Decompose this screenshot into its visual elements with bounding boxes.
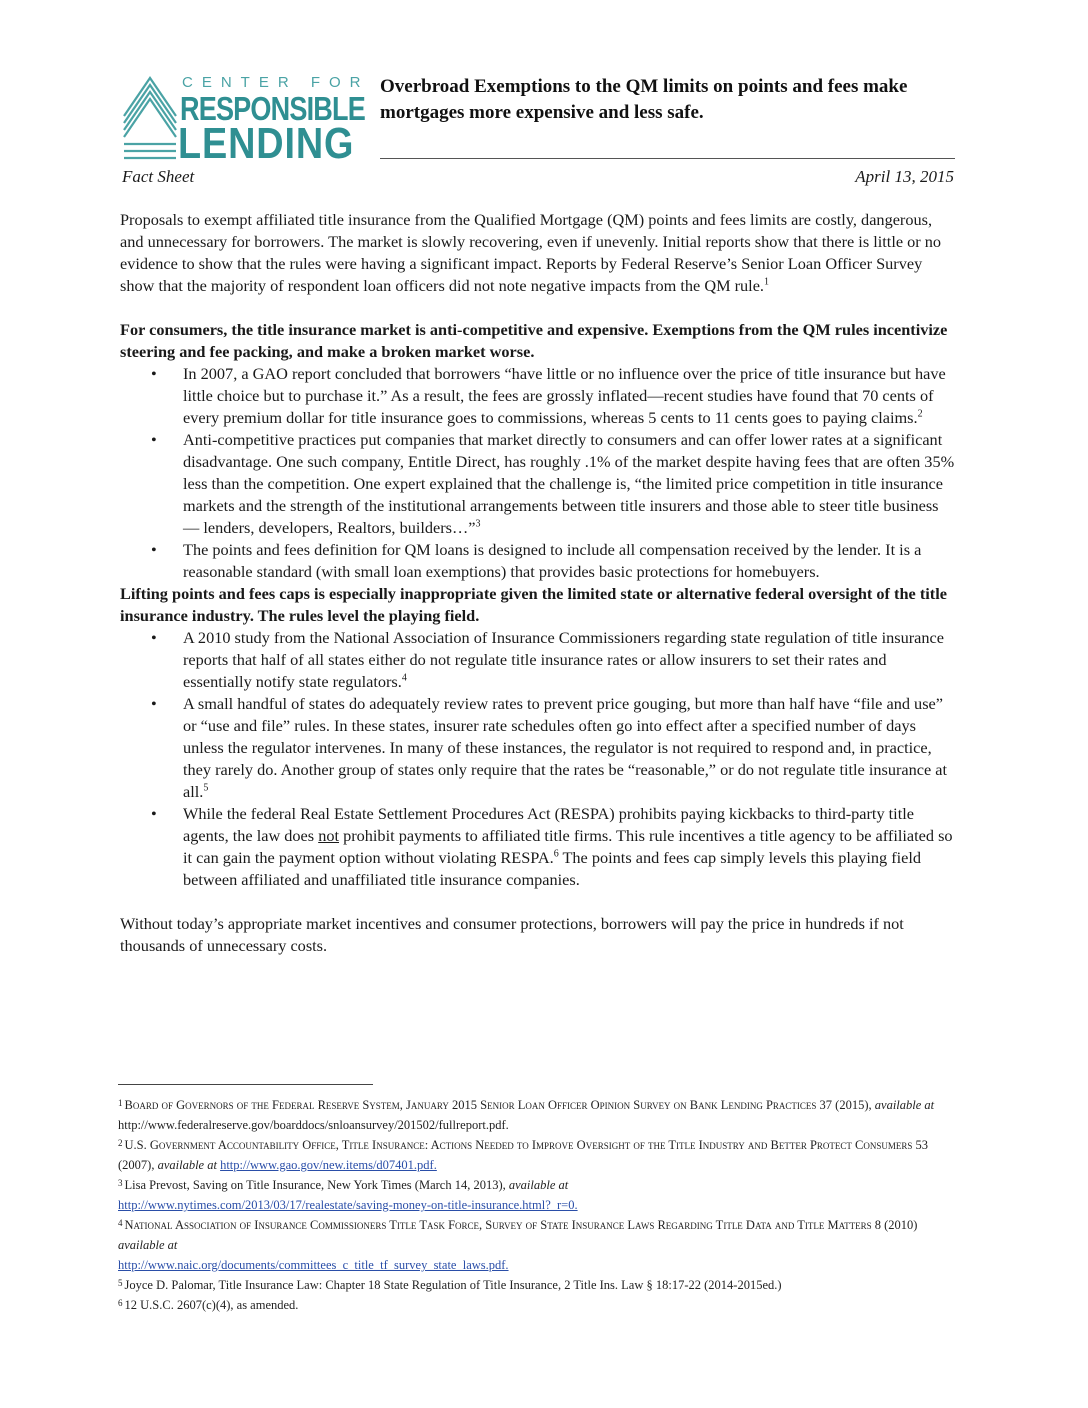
bullet-icon: • — [151, 540, 157, 559]
footnote-ref: 5 — [203, 782, 209, 794]
list-item: • A 2010 study from the National Association of Insurance Commissioners regarding state regulation of title insurance reports that half of all states either do not regulate title insurance rates or allow insurers to set their rates and essentially notify state regulators.$^4$ — [151, 628, 944, 691]
footnote-4: $^4$ National Association of Insurance Commissioners Title Task Force, Survey of State Insurance Laws Regarding Title Data and Title Matters 8 (2010) available at http://www.naic.org/documents/committees_c_title_tf_survey_state_laws.pdf. — [118, 1218, 918, 1272]
document-body — [120, 209, 955, 957]
doc-type-label: Fact Sheet — [122, 167, 195, 186]
list-item: • Anti-competitive practices put companies that market directly to consumers and can offer lower rates at a significant disadvantage. One such company, Entitle Direct, has roughly .1% of the market despite having fees that are often 35% less than the competition. One expert explained that the challenge is, “the limited price competition in title insurance markets and the strength of the institutional arrangements between title insurers and those able to steer title business — lenders, developers, Realtors, builders…”$^3$ — [151, 430, 955, 537]
footnote-link[interactable]: http://www.federalreserve.gov/boarddocs/snloansurvey/201502/fullreport.pdf. — [118, 1118, 509, 1132]
footnote-3: $^3$ Lisa Prevost, Saving on Title Insurance, New York Times (March 14, 2013), available at http://www.nytimes.com/2013/03/17/realestate/saving-money-on-title-insurance.html?_r=0. — [118, 1178, 578, 1212]
section-2-list — [120, 627, 955, 891]
header-rule — [380, 158, 955, 159]
section-1-heading: For consumers, the title insurance market is anti-competitive and expensive. Exemptions from the QM rules incentivize steering and fee packing, and make a broken market worse. — [120, 320, 948, 361]
list-item: • While the federal Real Estate Settlement Procedures Act (RESPA) prohibits paying kickbacks to third-party title agents, the law does not prohibit payments to affiliated title firms. This rule incentives a title agency to be affiliated so it can gain the payment option without violating RESPA.$^6$ The points and fees cap simply levels this playing field between affiliated and unaffiliated title insurance companies. — [151, 804, 953, 889]
emphasis: not — [318, 826, 339, 845]
footnote-1: $^1$ Board of Governors of the Federal Reserve System, January 2015 Senior Loan Officer Opinion Survey on Bank Lending Practices 37 (2015), available at http://www.federalreserve.gov/boarddocs/snloansurvey/201502/fullreport.pdf. — [118, 1098, 935, 1132]
list-item: • The points and fees definition for QM loans is designed to include all compensation received by the lender. It is a reasonable standard (with small loan exemptions) that provides basic protections for homebuyers. — [151, 540, 922, 581]
bullet-icon: • — [151, 804, 157, 823]
document-date: April 13, 2015 — [855, 167, 954, 186]
footnote-link[interactable]: http://www.gao.gov/new.items/d07401.pdf. — [220, 1158, 437, 1172]
building-icon — [120, 70, 180, 165]
footnotes — [118, 1095, 948, 1315]
bullet-icon: • — [151, 628, 157, 647]
footnote-link[interactable]: http://www.nytimes.com/2013/03/17/realestate/saving-money-on-title-insurance.html?_r=0. — [118, 1198, 578, 1212]
closing-paragraph: Without today’s appropriate market incentives and consumer protections, borrowers will pay the price in hundreds if not thousands of unnecessary costs. — [120, 914, 904, 955]
list-item: • In 2007, a GAO report concluded that borrowers “have little or no influence over the price of title insurance but have little choice but to purchase it.” As a result, the fees are grossly inflated—recent studies have found that 70 cents of every premium dollar for title insurance goes to commissions, whereas 5 cents to 11 cents goes to paying claims.$^2$ — [151, 364, 946, 427]
footnote-2: $^2$ U.S. Government Accountability Office, Title Insurance: Actions Needed to Improve Oversight of the Title Industry and Better Protect Consumers 53 (2007), available at http://www.gao.gov/new.items/d07401.pdf. — [118, 1138, 929, 1172]
footnote-ref: 3 — [475, 518, 481, 530]
section-2-heading: Lifting points and fees caps is especially inappropriate given the limited state or alternative federal oversight of the title insurance industry. The rules level the playing field. — [120, 584, 947, 625]
footnote-ref: 6 — [553, 848, 559, 860]
title-line-2: mortgages more expensive and less safe. — [380, 102, 704, 123]
crl-logo — [120, 70, 370, 170]
footnote-6: $^6$ 12 U.S.C. 2607(c)(4), as amended. — [118, 1298, 299, 1312]
intro-paragraph: Proposals to exempt affiliated title insurance from the Qualified Mortgage (QM) points and fees limits are costly, dangerous, and unnecessary for borrowers. The market is slowly recovering, even if unevenly. Initial reports show that there is little or no evidence to show that the rules were having a significant impact. Reports by Federal Reserve’s Senior Loan Officer Survey show that the majority of respondent loan officers did not note negative impacts from the QM rule.$^1$ — [120, 210, 942, 295]
list-item: • A small handful of states do adequately review rates to prevent price gouging, but more than half have “file and use” or “use and file” rules. In these states, insurer rate schedules often go into effect after a specified number of days unless the regulator intervenes. In many of these instances, the regulator is not required to respond and, in practice, they rarely do. Another group of states only require that the rates be “reasonable,” or do not regulate title insurance at all.$^5$ — [151, 694, 948, 801]
footnote-ref: 4 — [401, 672, 407, 684]
logo-line-2: RESPONSIBLE — [180, 90, 365, 127]
footnote-ref: 2 — [917, 408, 923, 420]
document-title — [380, 74, 960, 126]
footnote-link[interactable]: http://www.naic.org/documents/committees_c_title_tf_survey_state_laws.pdf. — [118, 1258, 509, 1272]
bullet-icon: • — [151, 430, 157, 449]
logo-line-3: LENDING — [178, 119, 355, 168]
bullet-icon: • — [151, 694, 157, 713]
section-1-list — [120, 363, 955, 583]
bullet-icon: • — [151, 364, 157, 383]
footnote-5: $^5$ Joyce D. Palomar, Title Insurance Law: Chapter 18 State Regulation of Title Insurance, 2 Title Ins. Law § 18:17-22 (2014-2015ed.) — [118, 1278, 782, 1292]
footnote-rule — [118, 1084, 373, 1085]
logo-line-1: CENTER FOR — [182, 74, 370, 91]
title-line-1: Overbroad Exemptions to the QM limits on points and fees make — [380, 76, 908, 97]
footnote-ref: 1 — [764, 276, 770, 288]
